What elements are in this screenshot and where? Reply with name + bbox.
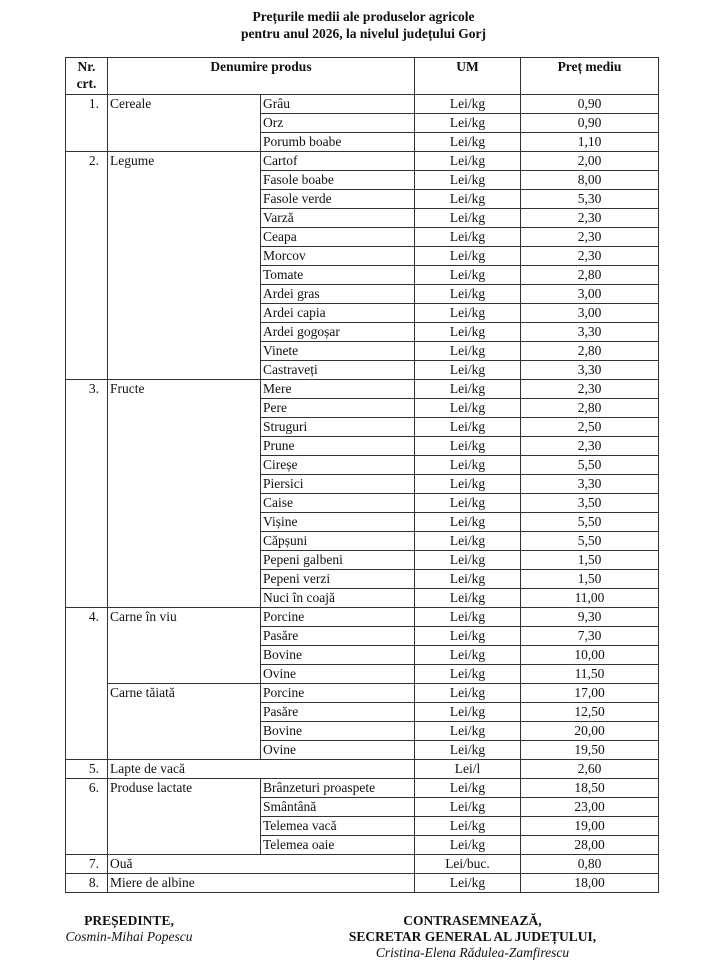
unit-of-measure: Lei/kg: [415, 342, 521, 361]
average-price: 2,50: [521, 418, 659, 437]
unit-of-measure: Lei/kg: [415, 285, 521, 304]
row-number: 2.: [66, 152, 108, 380]
unit-of-measure: Lei/kg: [415, 570, 521, 589]
product-name: Porcine: [261, 608, 415, 627]
unit-of-measure: Lei/kg: [415, 209, 521, 228]
unit-of-measure: Lei/kg: [415, 399, 521, 418]
table-row: [66, 152, 659, 171]
product-name: Fasole verde: [261, 190, 415, 209]
row-number: 8.: [66, 874, 108, 893]
row-number: 4.: [66, 608, 108, 760]
average-price: 3,30: [521, 323, 659, 342]
category-name: Fructe: [108, 380, 261, 608]
table-row: [66, 874, 659, 893]
category-name: Cereale: [108, 95, 261, 152]
table-row: [66, 95, 659, 114]
product-name: Ardei gras: [261, 285, 415, 304]
average-price: 2,80: [521, 399, 659, 418]
product-name: Bovine: [261, 722, 415, 741]
average-price: 23,00: [521, 798, 659, 817]
row-number: 3.: [66, 380, 108, 608]
product-name: Bovine: [261, 646, 415, 665]
product-name: Nuci în coajă: [261, 589, 415, 608]
unit-of-measure: Lei/l: [415, 760, 521, 779]
average-price: 19,00: [521, 817, 659, 836]
product-name: Morcov: [261, 247, 415, 266]
product-name: Orz: [261, 114, 415, 133]
product-name: Vișine: [261, 513, 415, 532]
unit-of-measure: Lei/kg: [415, 589, 521, 608]
secretary-name: Cristina-Elena Rădulea-Zamfirescu: [375, 945, 570, 960]
average-price: 2,60: [521, 760, 659, 779]
average-price: 3,50: [521, 494, 659, 513]
unit-of-measure: Lei/kg: [415, 361, 521, 380]
average-price: 2,30: [521, 380, 659, 399]
average-price: 3,30: [521, 361, 659, 380]
product-name: Fasole boabe: [261, 171, 415, 190]
unit-of-measure: Lei/buc.: [415, 855, 521, 874]
table-row: [66, 779, 659, 798]
unit-of-measure: Lei/kg: [415, 798, 521, 817]
product-name: Varză: [261, 209, 415, 228]
average-price: 3,00: [521, 304, 659, 323]
product-name: Tomate: [261, 266, 415, 285]
unit-of-measure: Lei/kg: [415, 684, 521, 703]
average-price: 2,80: [521, 342, 659, 361]
unit-of-measure: Lei/kg: [415, 380, 521, 399]
product-name: Porcine: [261, 684, 415, 703]
product-name: Ardei gogoșar: [261, 323, 415, 342]
average-price: 7,30: [521, 627, 659, 646]
secretary-role: SECRETAR GENERAL AL JUDEȚULUI,: [348, 929, 597, 944]
average-price: 2,30: [521, 209, 659, 228]
unit-of-measure: Lei/kg: [415, 475, 521, 494]
unit-of-measure: Lei/kg: [415, 133, 521, 152]
average-price: 3,30: [521, 475, 659, 494]
unit-of-measure: Lei/kg: [415, 779, 521, 798]
document-title: [0, 8, 727, 42]
unit-of-measure: Lei/kg: [415, 95, 521, 114]
table-row: [66, 608, 659, 627]
product-name: Ovine: [261, 665, 415, 684]
product-name: Vinete: [261, 342, 415, 361]
unit-of-measure: Lei/kg: [415, 532, 521, 551]
average-price: 5,30: [521, 190, 659, 209]
unit-of-measure: Lei/kg: [415, 665, 521, 684]
average-price: 1,50: [521, 551, 659, 570]
unit-of-measure: Lei/kg: [415, 190, 521, 209]
average-price: 0,90: [521, 95, 659, 114]
average-price: 18,50: [521, 779, 659, 798]
unit-of-measure: Lei/kg: [415, 494, 521, 513]
average-price: 19,50: [521, 741, 659, 760]
unit-of-measure: Lei/kg: [415, 171, 521, 190]
product-name: Pasăre: [261, 627, 415, 646]
unit-of-measure: Lei/kg: [415, 247, 521, 266]
unit-of-measure: Lei/kg: [415, 722, 521, 741]
unit-of-measure: Lei/kg: [415, 456, 521, 475]
average-price: 5,50: [521, 513, 659, 532]
unit-of-measure: Lei/kg: [415, 437, 521, 456]
product-name: Struguri: [261, 418, 415, 437]
unit-of-measure: Lei/kg: [415, 627, 521, 646]
table-body: [66, 95, 659, 893]
average-price: 17,00: [521, 684, 659, 703]
average-price: 11,50: [521, 665, 659, 684]
average-price: 1,50: [521, 570, 659, 589]
average-price: 18,00: [521, 874, 659, 893]
average-price: 0,80: [521, 855, 659, 874]
header-price: Preț mediu: [521, 58, 659, 95]
average-price: 1,10: [521, 133, 659, 152]
product-name: Smântână: [261, 798, 415, 817]
countersign-label: CONTRASEMNEAZĂ,: [403, 913, 542, 928]
average-price: 11,00: [521, 589, 659, 608]
president-role: PREȘEDINTE,: [84, 913, 174, 928]
category-name: Legume: [108, 152, 261, 380]
header-product-name: Denumire produs: [108, 58, 415, 95]
table-row: [66, 855, 659, 874]
signature-president: [64, 913, 194, 945]
product-name: Cireșe: [261, 456, 415, 475]
product-name: Piersici: [261, 475, 415, 494]
unit-of-measure: Lei/kg: [415, 228, 521, 247]
category-name: Miere de albine: [108, 874, 415, 893]
category-name: Lapte de vacă: [108, 760, 415, 779]
row-number: 7.: [66, 855, 108, 874]
unit-of-measure: Lei/kg: [415, 741, 521, 760]
unit-of-measure: Lei/kg: [415, 551, 521, 570]
row-number: 6.: [66, 779, 108, 855]
unit-of-measure: Lei/kg: [415, 874, 521, 893]
header-um: UM: [415, 58, 521, 95]
unit-of-measure: Lei/kg: [415, 114, 521, 133]
title-line-2: pentru anul 2026, la nivelul județului Gorj: [241, 26, 486, 41]
product-name: Telemea vacă: [261, 817, 415, 836]
price-table: [65, 57, 659, 893]
unit-of-measure: Lei/kg: [415, 266, 521, 285]
product-name: Castraveți: [261, 361, 415, 380]
average-price: 9,30: [521, 608, 659, 627]
product-name: Prune: [261, 437, 415, 456]
table-row: [66, 760, 659, 779]
category-name: Carne în viu: [108, 608, 261, 684]
product-name: Brânzeturi proaspete: [261, 779, 415, 798]
average-price: 2,30: [521, 437, 659, 456]
signature-secretary: [330, 913, 615, 961]
unit-of-measure: Lei/kg: [415, 323, 521, 342]
row-number: 1.: [66, 95, 108, 152]
category-name: Ouă: [108, 855, 415, 874]
product-name: Ceapa: [261, 228, 415, 247]
product-name: Mere: [261, 380, 415, 399]
average-price: 2,30: [521, 247, 659, 266]
average-price: 12,50: [521, 703, 659, 722]
product-name: Căpșuni: [261, 532, 415, 551]
president-name: Cosmin-Mihai Popescu: [65, 929, 193, 944]
product-name: Telemea oaie: [261, 836, 415, 855]
average-price: 2,30: [521, 228, 659, 247]
unit-of-measure: Lei/kg: [415, 304, 521, 323]
row-number: 5.: [66, 760, 108, 779]
table-row: [66, 684, 659, 703]
unit-of-measure: Lei/kg: [415, 703, 521, 722]
average-price: 3,00: [521, 285, 659, 304]
average-price: 10,00: [521, 646, 659, 665]
unit-of-measure: Lei/kg: [415, 152, 521, 171]
average-price: 0,90: [521, 114, 659, 133]
product-name: Pere: [261, 399, 415, 418]
category-name: Produse lactate: [108, 779, 261, 855]
table-header-row: [66, 58, 659, 95]
product-name: Pepeni galbeni: [261, 551, 415, 570]
product-name: Grâu: [261, 95, 415, 114]
average-price: 2,80: [521, 266, 659, 285]
unit-of-measure: Lei/kg: [415, 836, 521, 855]
product-name: Cartof: [261, 152, 415, 171]
unit-of-measure: Lei/kg: [415, 608, 521, 627]
header-nr: Nr. crt.: [66, 58, 108, 95]
average-price: 8,00: [521, 171, 659, 190]
product-name: Ovine: [261, 741, 415, 760]
product-name: Porumb boabe: [261, 133, 415, 152]
product-name: Pasăre: [261, 703, 415, 722]
average-price: 20,00: [521, 722, 659, 741]
unit-of-measure: Lei/kg: [415, 817, 521, 836]
product-name: Caise: [261, 494, 415, 513]
unit-of-measure: Lei/kg: [415, 418, 521, 437]
title-line-1: Prețurile medii ale produselor agricole: [252, 9, 475, 24]
average-price: 5,50: [521, 456, 659, 475]
category-name: Carne tăiată: [108, 684, 261, 760]
table-row: [66, 380, 659, 399]
unit-of-measure: Lei/kg: [415, 646, 521, 665]
product-name: Ardei capia: [261, 304, 415, 323]
product-name: Pepeni verzi: [261, 570, 415, 589]
unit-of-measure: Lei/kg: [415, 513, 521, 532]
average-price: 28,00: [521, 836, 659, 855]
average-price: 5,50: [521, 532, 659, 551]
average-price: 2,00: [521, 152, 659, 171]
